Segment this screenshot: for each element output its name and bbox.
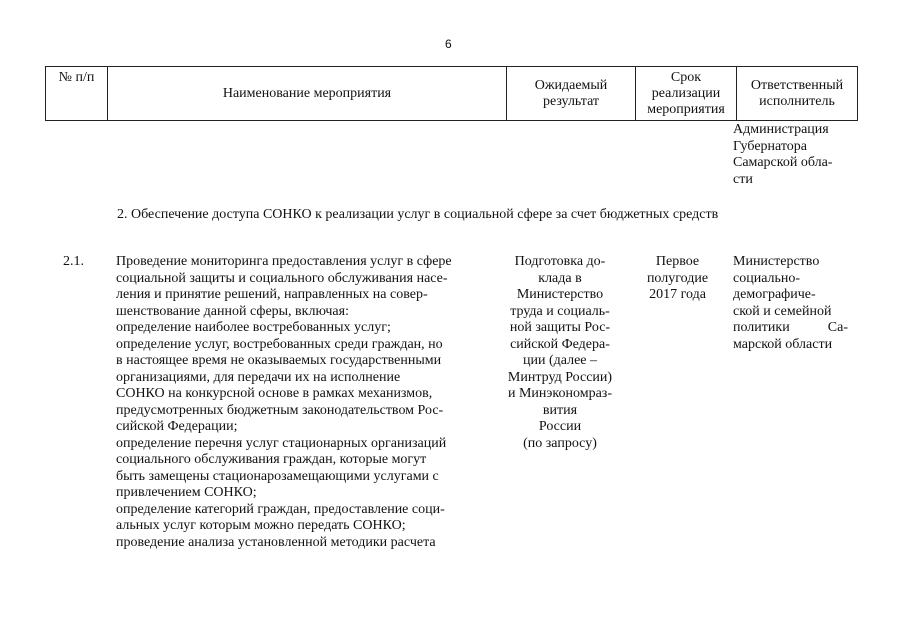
executor-line: ской и семейной: [733, 303, 832, 319]
row-term: [630, 254, 725, 304]
result-line: Министерство: [516, 287, 604, 302]
page-number: 6: [445, 37, 452, 51]
header-term-line: Срок: [670, 69, 702, 85]
row-executor: [733, 254, 848, 353]
activity-line: ления и принятие решений, направленных на совер-: [116, 287, 428, 302]
result-line: Минтруд России): [507, 369, 613, 385]
activity-line: быть замещены стационарозамещающими услугами с: [116, 468, 439, 484]
activity-line: определение перечня услуг стационарных организаций: [116, 435, 447, 451]
result-line: (по запросу): [523, 435, 597, 451]
row-expected-result: [500, 254, 620, 452]
row-activity-text: [116, 254, 488, 551]
header-executor-line: исполнитель: [759, 93, 835, 109]
header-result: [507, 67, 636, 121]
header-executor: [737, 67, 858, 121]
term-line: 2017 года: [649, 287, 706, 302]
result-line: России: [538, 419, 582, 434]
header-result-line: Ожидаемый: [534, 77, 608, 93]
activity-line: предусмотренных бюджетным законодательством Рос-: [116, 402, 444, 418]
row-number: 2.1.: [63, 254, 84, 269]
activity-line: организациями, для передачи их на исполнение: [116, 369, 401, 385]
result-line: клада в: [538, 270, 582, 286]
result-line: вития: [542, 402, 578, 418]
activity-line: определение услуг, востребованных среди граждан, но: [116, 336, 443, 352]
header-num-label: № п/п: [58, 70, 95, 85]
result-line: и Минэкономраз-: [507, 386, 612, 401]
header-term-line: мероприятия: [647, 101, 725, 117]
header-name-label: Наименование мероприятия: [222, 85, 392, 101]
activity-line: альных услуг которым можно передать СОНКО;: [116, 518, 406, 533]
prev-executor-line: сти: [733, 171, 753, 187]
prev-executor-line: Администрация: [733, 122, 829, 137]
result-line: Подготовка до-: [514, 254, 606, 269]
activity-line: Проведение мониторинга предоставления услуг в сфере: [116, 254, 452, 269]
header-result-line: результат: [542, 93, 600, 109]
term-line: полугодие: [646, 270, 709, 286]
executor-line: социально-: [733, 270, 801, 286]
executor-line: Министерство: [733, 254, 820, 269]
prev-row-executor: [733, 122, 848, 188]
executor-line: марской области: [733, 336, 833, 352]
header-name: [108, 67, 507, 121]
prev-executor-line: Самарской обла-: [733, 155, 833, 170]
section-title: 2. Обеспечение доступа СОНКО к реализации услуг в социальной сфере за счет бюджетных средств: [117, 207, 719, 222]
activity-line: социального обслуживания граждан, которые могут: [116, 452, 427, 467]
header-num: [46, 67, 108, 121]
activity-line: проведение анализа установленной методики расчета: [116, 534, 436, 550]
activity-line: СОНКО на конкурсной основе в рамках механизмов,: [116, 386, 433, 401]
prev-executor-line: Губернатора: [733, 138, 808, 154]
activity-line: шенствование данной сферы, включая:: [116, 303, 349, 319]
activity-line: социальной защиты и социального обслуживания насе-: [116, 270, 448, 286]
activity-line: определение категорий граждан, предоставление соци-: [116, 501, 445, 517]
result-line: труда и социаль-: [510, 303, 610, 319]
executor-line: демографиче-: [733, 287, 816, 302]
header-term-line: реализации: [651, 85, 721, 101]
result-line: ной защиты Рос-: [509, 320, 611, 335]
header-executor-line: Ответственный: [750, 77, 844, 93]
header-term: [636, 67, 737, 121]
activity-line: сийской Федерации;: [116, 419, 238, 434]
activity-line: привлечением СОНКО;: [116, 485, 257, 500]
term-line: Первое: [655, 254, 700, 269]
result-line: сийской Федера-: [510, 336, 610, 352]
executor-line: политики Са-: [733, 320, 848, 335]
activity-line: в настоящее время не оказываемых государственными: [116, 353, 442, 368]
activity-line: определение наиболее востребованных услуг;: [116, 320, 391, 335]
result-line: ции (далее –: [522, 353, 597, 368]
table-header: [45, 66, 858, 121]
